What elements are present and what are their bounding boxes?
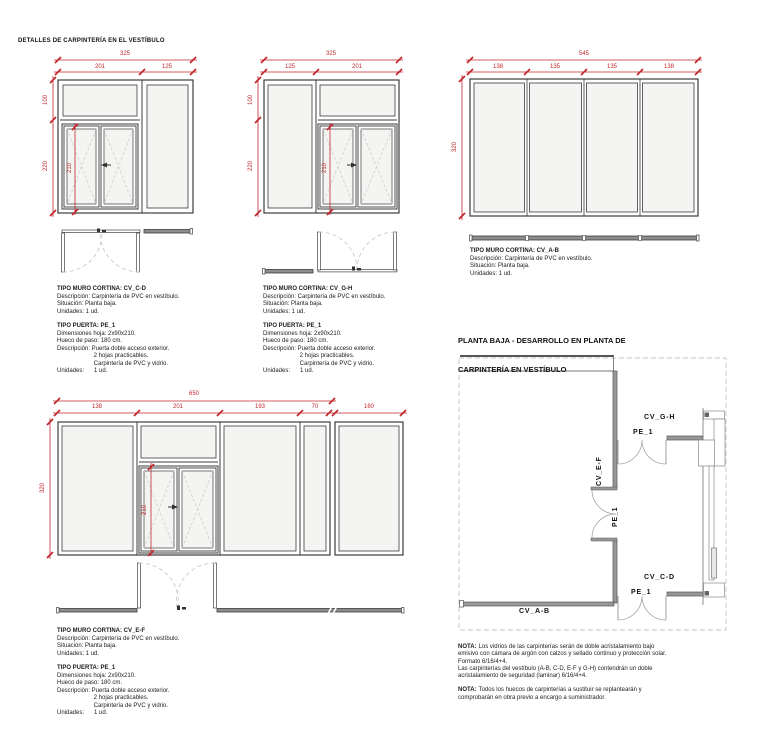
plan-title: PLANTA BAJA - DESARROLLO EN PLANTA DE CARPINTERÍA EN VESTÍBULO bbox=[458, 336, 626, 374]
textblock-puerta-gh: TIPO PUERTA: PE_1 Dimensiones hoja: 2x90x210. Hueco de paso: 180 cm. Descripción: Puerta doble acceso exterior. 2 hojas practicables. Carpintería de PVC y vidrio. Unidades: 1 ud. bbox=[263, 323, 376, 374]
dim-gh-door: 210 bbox=[322, 163, 328, 174]
dim-ef-seg4: 70 bbox=[311, 404, 319, 410]
dim-gh-total: 325 bbox=[325, 51, 336, 57]
muro-ef-title: TIPO MURO CORTINA: CV_E-F bbox=[57, 628, 145, 634]
dim-ab-seg3: 135 bbox=[606, 64, 617, 70]
muro-cd-title: TIPO MURO CORTINA: CV_C-D bbox=[57, 286, 146, 292]
wall-cv-ab bbox=[461, 602, 614, 606]
plan-strip-cv-gh bbox=[263, 232, 398, 274]
dim-ef-seg1: 138 bbox=[91, 404, 102, 410]
elevation-cv-ab bbox=[470, 79, 698, 216]
plan-label-cv-gh: CV_G-H bbox=[644, 414, 676, 421]
dim-ef-door: 210 bbox=[142, 505, 148, 516]
dim-cd-htop: 100 bbox=[43, 95, 49, 106]
notes-block bbox=[458, 644, 672, 702]
elevation-cv-gh bbox=[264, 80, 399, 213]
muro-gh-title: TIPO MURO CORTINA: CV_G-H bbox=[263, 286, 353, 292]
dim-cd-seg2: 125 bbox=[161, 64, 172, 70]
note-2: NOTA: Todos los huecos de carpinterías a sustituir se replantearán y comprobarán en obra previo a encargo a suministrador. bbox=[458, 687, 642, 701]
dim-cd-total: 325 bbox=[119, 51, 130, 57]
dim-gh-hbot: 220 bbox=[248, 161, 254, 172]
plan-label-pe1-bot: PE_1 bbox=[631, 589, 652, 596]
dim-ab-total: 545 bbox=[578, 51, 589, 57]
wall-cv-cd bbox=[667, 592, 703, 596]
note-1: NOTA: Los vidrios de las carpinterías serán de doble acristalamiento bajo emisivo con cámara de argón con calzos y sellado continuo y protección solar. Formato 6/16/4+4. bbox=[458, 644, 667, 665]
dim-ab-seg1: 138 bbox=[492, 64, 503, 70]
plan-label-cv-ab: CV_A-B bbox=[519, 608, 550, 615]
elevation-cv-cd bbox=[58, 80, 193, 213]
door-swing-arcs bbox=[618, 596, 666, 620]
textblock-puerta-ef: TIPO PUERTA: PE_1 Dimensiones hoja: 2x90x210. Hueco de paso: 180 cm. Descripción: Puerta doble acceso exterior. 2 hojas practicables. Carpintería de PVC y vidrio. Unidades: 1 ud. bbox=[57, 665, 170, 716]
textblock-muro-ab: TIPO MURO CORTINA: CV_A-B Descripción: Carpintería de PVC en vestíbulo. Situación: Planta baja. Unidades: 1 ud. bbox=[470, 248, 593, 277]
door-swing-arcs bbox=[618, 440, 666, 464]
puerta-title: TIPO PUERTA: PE_1 bbox=[57, 323, 116, 329]
textblock-muro-gh: TIPO MURO CORTINA: CV_G-H Descripción: Carpintería de PVC en vestíbulo. Situación: Planta baja. Unidades: 1 ud. bbox=[263, 286, 386, 315]
dim-ab-height: 320 bbox=[452, 142, 458, 153]
plan-label-pe1-mid: PE_1 bbox=[612, 506, 619, 527]
dim-ef-total: 650 bbox=[188, 391, 199, 397]
dim-ab-seg2: 135 bbox=[549, 64, 560, 70]
dim-ef-seg2: 201 bbox=[172, 404, 183, 410]
dim-cd-door: 210 bbox=[67, 163, 73, 174]
wall-cv-ef bbox=[613, 371, 617, 488]
dim-ef-seg5: 160 bbox=[363, 404, 374, 410]
plan-strip-cv-ef bbox=[57, 563, 405, 614]
textblock-puerta-cd: TIPO PUERTA: PE_1 Dimensiones hoja: 2x90x210. Hueco de paso: 180 cm. Descripción: Puerta doble acceso exterior. 2 hojas practicables. Carpintería de PVC y vidrio. Unidades: 1 ud. bbox=[57, 323, 170, 374]
dim-ef-seg3: 193 bbox=[254, 404, 265, 410]
dim-gh-htop: 100 bbox=[248, 95, 254, 106]
plan-label-pe1-top: PE_1 bbox=[633, 429, 654, 436]
note-1b: Las carpinterías del vestíbulo (A-B, C-D, E-F y G-H) contendrán un doble acristalamiento de seguridad (laminar) 6/16/4+4. bbox=[458, 665, 653, 680]
dim-ef-height: 320 bbox=[40, 483, 46, 494]
dim-cd-hbot: 220 bbox=[43, 161, 49, 172]
muro-ab-title: TIPO MURO CORTINA: CV_A-B bbox=[470, 248, 559, 254]
plan-label-cv-ef: CV_E-F bbox=[596, 456, 603, 486]
puerta-title: TIPO PUERTA: PE_1 bbox=[57, 665, 116, 671]
dim-ab-seg4: 138 bbox=[663, 64, 674, 70]
textblock-muro-cd: TIPO MURO CORTINA: CV_C-D Descripción: Carpintería de PVC en vestíbulo. Situación: Planta baja. Unidades: 1 ud. bbox=[57, 286, 180, 315]
wall-cv-gh bbox=[667, 436, 703, 440]
elevation-cv-ef bbox=[58, 422, 403, 555]
dim-gh-seg1: 125 bbox=[284, 64, 295, 70]
sheet-title: DETALLES DE CARPINTERÍA EN EL VESTÍBULO bbox=[18, 38, 165, 44]
textblock-muro-ef: TIPO MURO CORTINA: CV_E-F Descripción: Carpintería de PVC en vestíbulo. Situación: Planta baja. Unidades: 1 ud. bbox=[57, 628, 180, 657]
puerta-title: TIPO PUERTA: PE_1 bbox=[263, 323, 322, 329]
plan-label-cv-cd: CV_C-D bbox=[644, 574, 675, 581]
plan-strip-cv-cd bbox=[62, 229, 193, 273]
plan-strip-cv-ab bbox=[470, 235, 700, 241]
plan-view bbox=[459, 356, 726, 630]
dim-gh-seg2: 201 bbox=[351, 64, 362, 70]
dim-cd-seg1: 201 bbox=[94, 64, 105, 70]
